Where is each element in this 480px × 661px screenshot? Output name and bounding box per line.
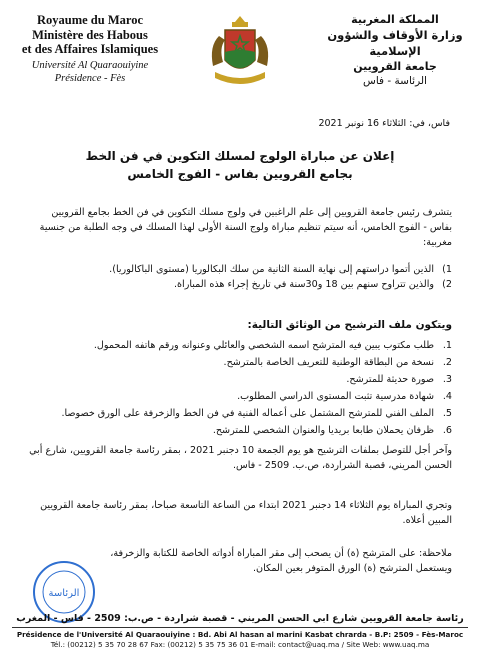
item-number: 2)	[442, 279, 452, 290]
item-text: صورة حديثة للمترشح.	[346, 374, 434, 385]
item-number: 3.	[442, 374, 452, 385]
announcement-title	[20, 147, 460, 183]
item-text: شهادة مدرسية تثبت المستوى الدراسي المطلوب.	[237, 391, 434, 402]
title-line-1: إعلان عن مباراة الولوج لمسلك التكوين في فن الخط	[85, 149, 395, 163]
moroccan-coat-of-arms-icon	[205, 12, 275, 90]
page-footer	[0, 612, 480, 650]
item-text: والذين تتراوح سنهم بين 18 و30سنة في تاريخ إجراء هذه المباراة.	[173, 279, 434, 290]
item-text: ظرفان يحملان طابعا بريديا والعنوان الشخصي للمترشح.	[212, 425, 434, 436]
intro-paragraph: يتشرف رئيس جامعة القرويين إلى علم الراغبين في ولوج مسلك التكوين في فن الخط بجامع القرويين بفاس - الفوج الخامس، أنه سيتم تنظيم مباراة ولوج السنة الأولى لهذا المسلك في وجه الطلبة من جنسية مغربية:	[39, 207, 452, 248]
deadline-paragraph: وآخر أجل للتوصل بملفات الترشيح هو يوم الجمعة 10 دجنبر 2021 ، بمقر رئاسة جامعة القرويين، شارع أبي الحسن المريني، قصبة الشراردة، ص.ب. 2509 - فاس.	[29, 445, 452, 471]
item-number: 6.	[442, 425, 452, 436]
list-item	[28, 262, 452, 277]
item-number: 4.	[442, 391, 452, 402]
university-fr: Université Al Quaraouiyine	[31, 60, 149, 71]
kingdom-fr: Royaume du Maroc	[36, 13, 143, 27]
list-item	[28, 405, 452, 422]
exam-date-paragraph: وتجري المباراة يوم الثلاثاء 14 دجنبر 2021 ابتداء من الساعة التاسعة صباحا، بمقر رئاسة جامعة القرويين المبين أعلاه.	[40, 500, 452, 526]
list-item	[28, 388, 452, 405]
ministry-fr-2: et des Affaires Islamiques	[21, 42, 159, 56]
header-right	[320, 12, 470, 88]
footer-contact: Tél.: (00212) 5 35 70 28 67 Fax: (00212) 5 35 75 36 01 E-mail: contact@uaq.ma / Site Web: www.uaq.ma	[50, 640, 430, 649]
footer-french-address: Présidence de l'Université Al Quaraouiyine : Bd. Abi Al hasan al marini Kasbat chrarda - B.P: 2509 - Fès-Maroc	[16, 630, 464, 639]
footer-divider	[12, 627, 468, 628]
item-text: الملف الفني للمترشح المشتمل على أعماله الفنية في فن الخط والزخرفة على الورق خصوصا.	[61, 408, 434, 419]
documents-list	[28, 337, 452, 439]
university-ar: جامعة القرويين	[353, 60, 437, 73]
presidency-ar: الرئاسة - فاس	[363, 75, 427, 87]
docs-heading: ويتكون ملف الترشيح من الوثائق التالية:	[247, 319, 452, 331]
conditions-list	[28, 262, 452, 292]
item-number: 1.	[442, 340, 452, 351]
footer-arabic-address: رئاسة جامعة القرويين شارع ابي الحسن المريني - قصبة شراردة - ص.ب: 2509 - فاس - المغرب	[16, 613, 464, 624]
list-item	[28, 371, 452, 388]
item-number: 2.	[442, 357, 452, 368]
ministry-ar: وزارة الأوقاف والشؤون الإسلامية	[327, 28, 463, 58]
ministry-fr-1: Ministère des Habous	[32, 28, 148, 42]
item-text: طلب مكتوب يبين فيه المترشح اسمه الشخصي والعائلي وعنوانه ورقم هاتفه المحمول.	[93, 340, 434, 351]
document-date: فاس، في: الثلاثاء 16 نونبر 2021	[318, 118, 450, 129]
list-item	[28, 422, 452, 439]
list-item	[28, 337, 452, 354]
header-left	[10, 12, 170, 85]
note-paragraph: ملاحظة: على المترشح (ة) أن يصحب إلى مقر المباراة أدواته الخاصة للكتابة والزخرفة، ويستعمل المترشح (ة) الورق المتوفر بعين المكان.	[110, 548, 452, 574]
item-text: نسخة من البطاقة الوطنية للتعريف الخاصة بالمترشح.	[223, 357, 434, 368]
list-item	[28, 277, 452, 292]
title-line-2: بجامع القرويين بفاس - الفوج الخامس	[127, 167, 353, 181]
kingdom-ar: المملكة المغربية	[351, 13, 439, 26]
item-text: الذين أتموا دراستهم إلى نهاية السنة الثانية من سلك البكالوريا (مستوى الباكالوريا).	[109, 264, 434, 275]
item-number: 1)	[442, 264, 452, 275]
presidency-fr: Présidence - Fès	[54, 73, 126, 84]
list-item	[28, 354, 452, 371]
stamp-text: الرئاسة	[48, 588, 80, 599]
item-number: 5.	[442, 408, 452, 419]
